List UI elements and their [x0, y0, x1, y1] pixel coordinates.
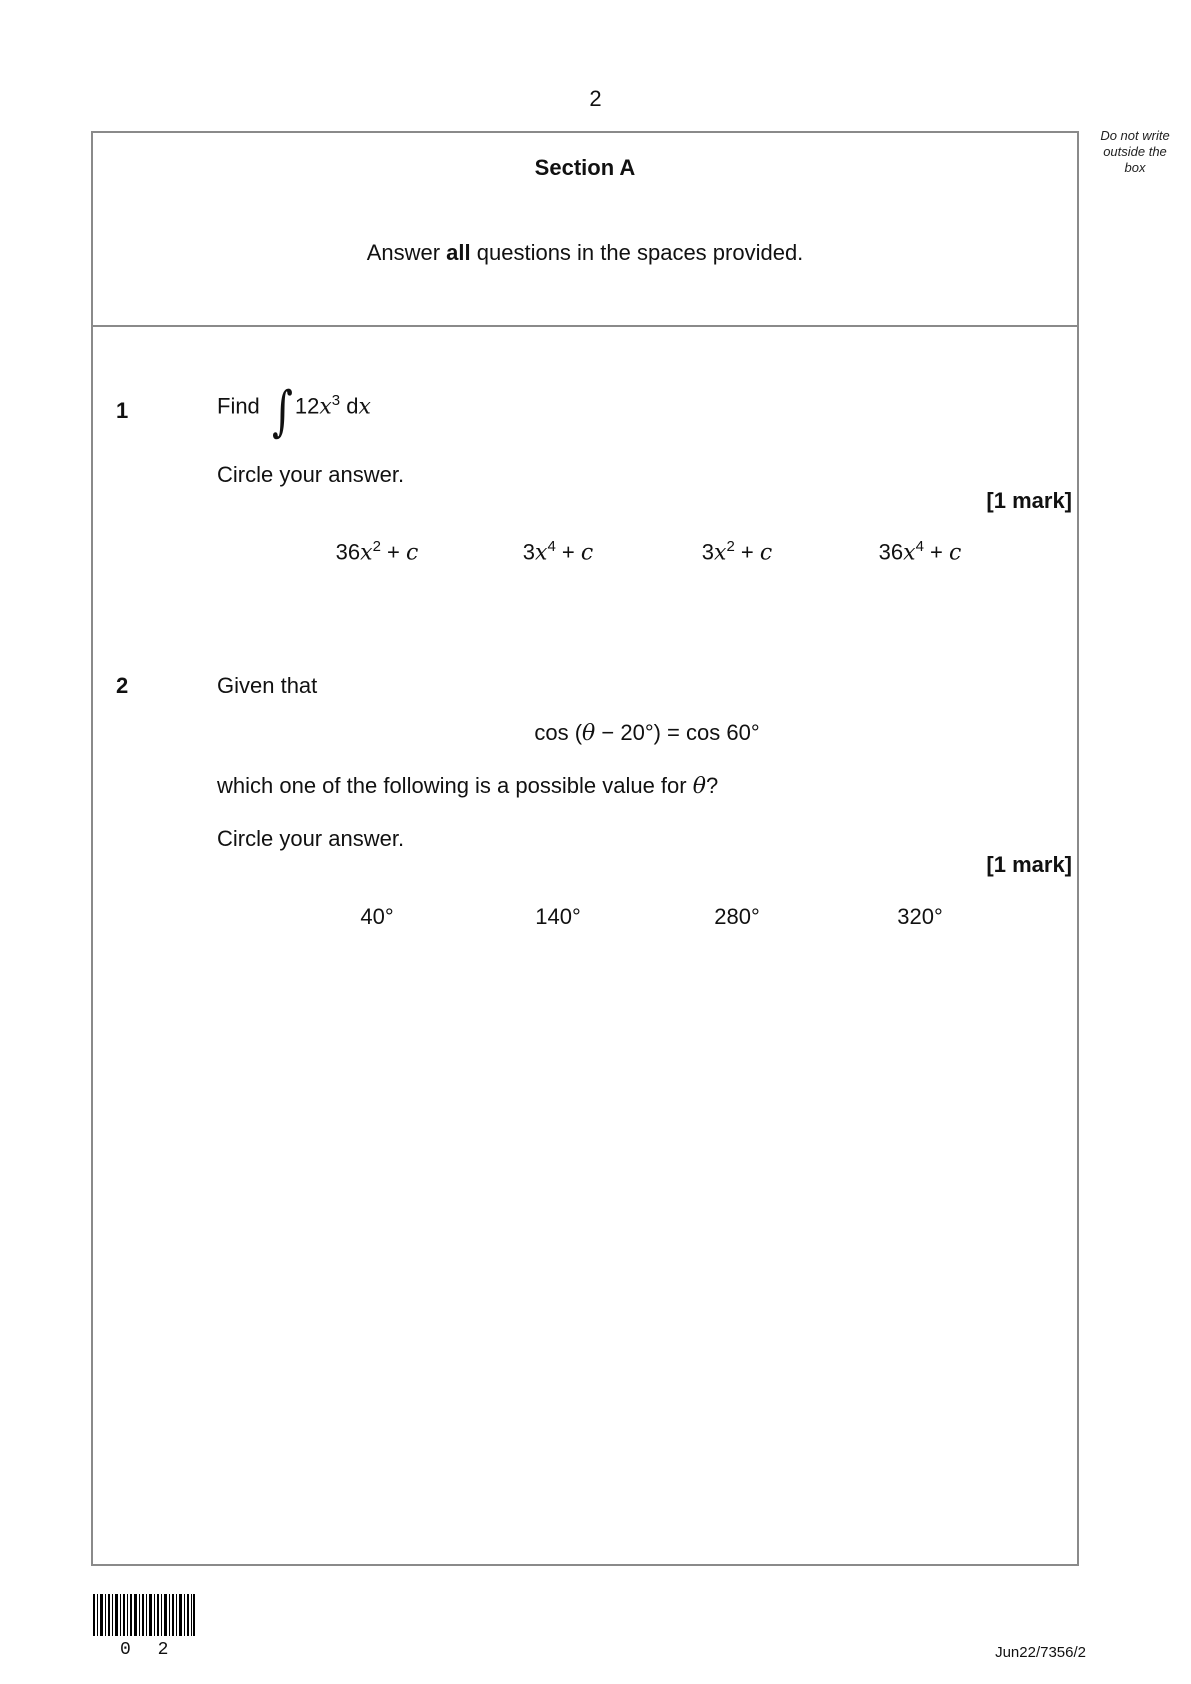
question-2-option-1[interactable]: 40°: [360, 904, 394, 929]
instruction-text-end: questions in the spaces provided.: [470, 240, 804, 265]
option-power: 4: [547, 538, 556, 555]
option-constant: c: [406, 540, 419, 566]
question-2-equation: [217, 720, 1077, 746]
margin-note-line-1: Do not write: [1100, 128, 1170, 143]
question-2-marks: [1 mark]: [986, 852, 1072, 877]
margin-note: [1090, 128, 1180, 176]
question-2-given: Given that: [217, 673, 318, 698]
option-power: 4: [915, 538, 924, 555]
margin-note-line-3: box: [1124, 160, 1146, 175]
option-coefficient: 36: [878, 539, 904, 565]
integral-sign-icon: ∫: [272, 381, 293, 444]
question-theta: θ: [692, 774, 706, 799]
question-2-instruction: Circle your answer.: [217, 826, 405, 851]
section-title: Section A: [534, 155, 636, 180]
option-power: 2: [726, 538, 735, 555]
question-2-option-3[interactable]: 280°: [714, 904, 760, 929]
option-constant: c: [580, 540, 594, 566]
question-mark: ?: [705, 773, 719, 798]
equation-rest: − 20°) = cos 60°: [595, 720, 760, 745]
option-variable: x: [360, 540, 373, 566]
option-variable: x: [903, 540, 916, 566]
instruction-text-bold: all: [446, 240, 471, 265]
equation-part: cos (: [534, 720, 583, 745]
barcode-icon: [93, 1594, 195, 1636]
option-coefficient: 3: [701, 539, 715, 565]
integrand-power: 3: [331, 392, 341, 409]
option-plus: +: [555, 539, 581, 565]
section-instructions: [91, 240, 1079, 266]
differential-variable: x: [358, 394, 371, 420]
option-variable: x: [535, 540, 548, 566]
header-divider: [91, 325, 1079, 327]
option-coefficient: 3: [522, 539, 536, 565]
integrand-variable: x: [319, 394, 332, 420]
option-plus: +: [734, 539, 760, 565]
paper-reference: Jun22/7356/2: [995, 1644, 1086, 1661]
option-coefficient: 36: [335, 539, 361, 565]
option-power: 2: [372, 538, 381, 555]
barcode-digits: 0 2: [120, 1640, 177, 1660]
question-2-number: 2: [116, 673, 129, 698]
option-constant: c: [949, 540, 962, 566]
option-variable: x: [714, 540, 727, 566]
option-constant: c: [759, 540, 773, 566]
question-1-number: 1: [116, 398, 129, 423]
find-label: Find: [217, 393, 260, 419]
page-number: 2: [589, 86, 602, 111]
question-1-marks: [1 mark]: [986, 488, 1072, 513]
question-1-prompt: [217, 381, 371, 444]
option-plus: +: [380, 539, 406, 565]
option-plus: +: [923, 539, 949, 565]
question-1-option-1[interactable]: [297, 538, 457, 565]
question-2-option-4[interactable]: 320°: [897, 904, 943, 929]
question-2-question: [217, 773, 718, 799]
question-1-option-2[interactable]: [478, 538, 638, 565]
question-text: which one of the following is a possible value for: [217, 773, 693, 798]
equation-theta: θ: [582, 721, 596, 746]
integrand-coefficient: 12: [294, 393, 320, 419]
margin-note-line-2: outside the: [1103, 144, 1167, 159]
instruction-text-start: Answer: [366, 240, 447, 265]
question-1-option-3[interactable]: [657, 538, 817, 565]
question-2-option-2[interactable]: 140°: [535, 904, 581, 929]
question-1-instruction: Circle your answer.: [217, 462, 405, 487]
question-1-option-4[interactable]: [840, 538, 1000, 565]
differential: d: [346, 393, 359, 419]
